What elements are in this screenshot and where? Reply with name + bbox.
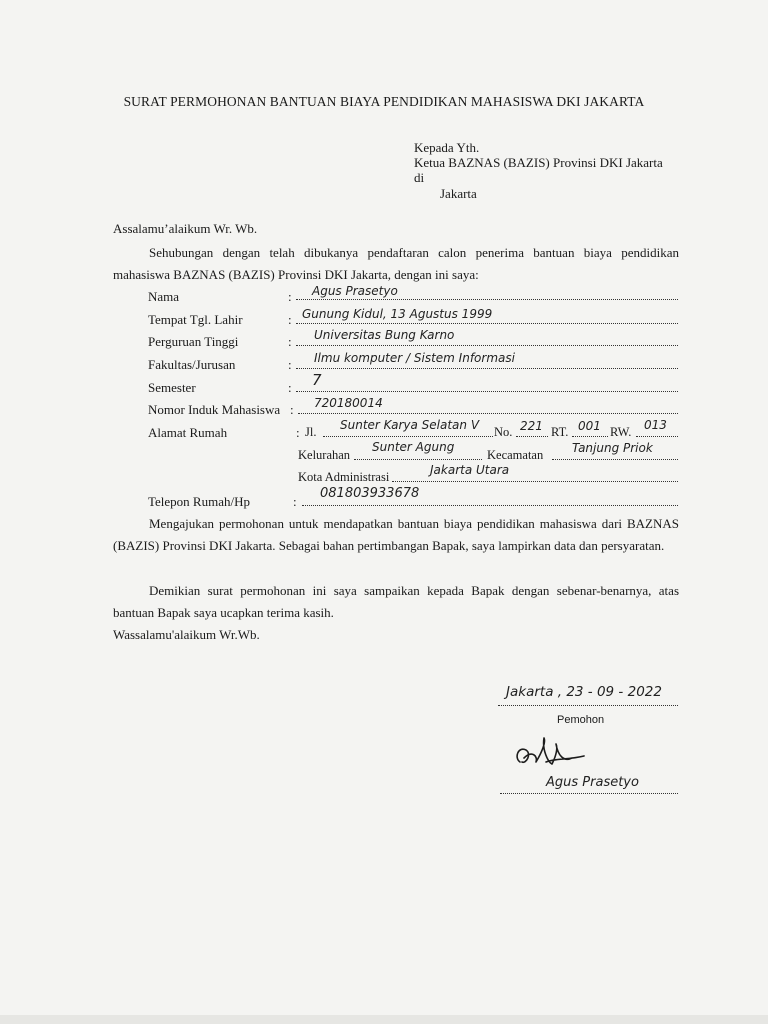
nim-value: 720180014 [314,396,383,410]
telp-label: Telepon Rumah/Hp [148,494,250,509]
recipient-block [414,140,663,201]
intro-paragraph: Sehubungan dengan telah dibukanya pendaftaran calon penerima bantuan biaya pendidikan mahasiswa BAZNAS (BAZIS) Provinsi DKI Jakarta, dengan ini saya: [113,245,679,282]
nama-value: Agus Prasetyo [312,284,398,298]
telp-colon: : [293,494,297,509]
fakultas-label: Fakultas/Jurusan [148,357,236,372]
nim-dotted-line [298,413,678,414]
nim-label: Nomor Induk Mahasiswa [148,402,281,417]
closing-paragraph: Demikian surat permohonan ini saya sampaikan kepada Bapak dengan sebenar-benarnya, atas bantuan Bapak saya ucapkan terima kasih. [113,583,679,620]
greeting: Assalamu’alaikum Wr. Wb. [113,221,258,236]
semester-colon: : [288,380,292,395]
pt-dotted-line [296,345,678,346]
telp-value: 081803933678 [320,486,420,501]
ttl-colon: : [288,312,292,327]
rt-label: RT. [551,425,569,439]
nama-label: Nama [148,289,180,304]
rw-dotted-line [636,436,678,437]
nama-colon: : [288,289,292,304]
kota-dotted-line [392,481,678,482]
jl-value: Sunter Karya Selatan V [340,418,480,432]
rt-dotted-line [572,436,608,437]
jl-label: Jl. [305,425,317,439]
nama-dotted-line [296,299,678,300]
place-date-value: Jakarta , 23 - 09 - 2022 [506,684,662,700]
kota-value: Jakarta Utara [430,463,510,477]
request-paragraph: Mengajukan permohonan untuk mendapatkan bantuan biaya pendidikan mahasiswa dari BAZNAS (BAZIS) Provinsi DKI Jakarta. Sebagai bahan pertimbangan Bapak, saya lampirkan data dan persyaratan. [113,516,679,553]
recipient-line-1: Kepada Yth. [414,140,480,155]
ttl-label: Tempat Tgl. Lahir [148,312,243,327]
fakultas-colon: : [288,357,292,372]
semester-value: 7 [312,371,322,389]
alamat-colon: : [296,425,300,440]
rt-value: 001 [578,419,601,433]
signature-name-dotted-line [500,793,678,794]
pt-label: Perguruan Tinggi [148,334,239,349]
semester-dotted-line [296,391,678,392]
pt-value: Universitas Bung Karno [314,328,455,342]
kelurahan-value: Sunter Agung [372,440,455,454]
no-dotted-line [516,436,548,437]
place-date-dotted-line [498,705,678,706]
recipient-line-2: Ketua BAZNAS (BAZIS) Provinsi DKI Jakarta [414,155,663,170]
signature-icon [512,728,592,776]
fakultas-value: Ilmu komputer / Sistem Informasi [314,351,515,365]
wassalam: Wassalamu'alaikum Wr.Wb. [113,627,260,642]
recipient-line-3: di [414,170,425,185]
kecamatan-dotted-line [552,459,678,460]
recipient-city: Jakarta [440,186,477,201]
pemohon-label: Pemohon [557,714,605,726]
letter-title: SURAT PERMOHONAN BANTUAN BIAYA PENDIDIKAN MAHASISWA DKI JAKARTA [123,94,645,109]
telp-dotted-line [302,505,678,506]
kecamatan-label: Kecamatan [487,448,544,462]
kecamatan-value: Tanjung Priok [572,441,653,455]
kota-label: Kota Administrasi [298,470,390,484]
rw-label: RW. [610,425,632,439]
signature-name: Agus Prasetyo [546,775,639,790]
fakultas-dotted-line [296,368,678,369]
kelurahan-dotted-line [354,459,482,460]
rw-value: 013 [644,418,667,432]
scan-edge [0,1015,768,1024]
ttl-dotted-line [296,323,678,324]
jl-dotted-line [323,436,493,437]
no-label: No. [494,425,513,439]
no-value: 221 [520,419,543,433]
ttl-value: Gunung Kidul, 13 Agustus 1999 [302,307,493,321]
semester-label: Semester [148,380,196,395]
kelurahan-label: Kelurahan [298,448,351,462]
nim-colon: : [290,402,294,417]
alamat-label: Alamat Rumah [148,425,228,440]
pt-colon: : [288,334,292,349]
